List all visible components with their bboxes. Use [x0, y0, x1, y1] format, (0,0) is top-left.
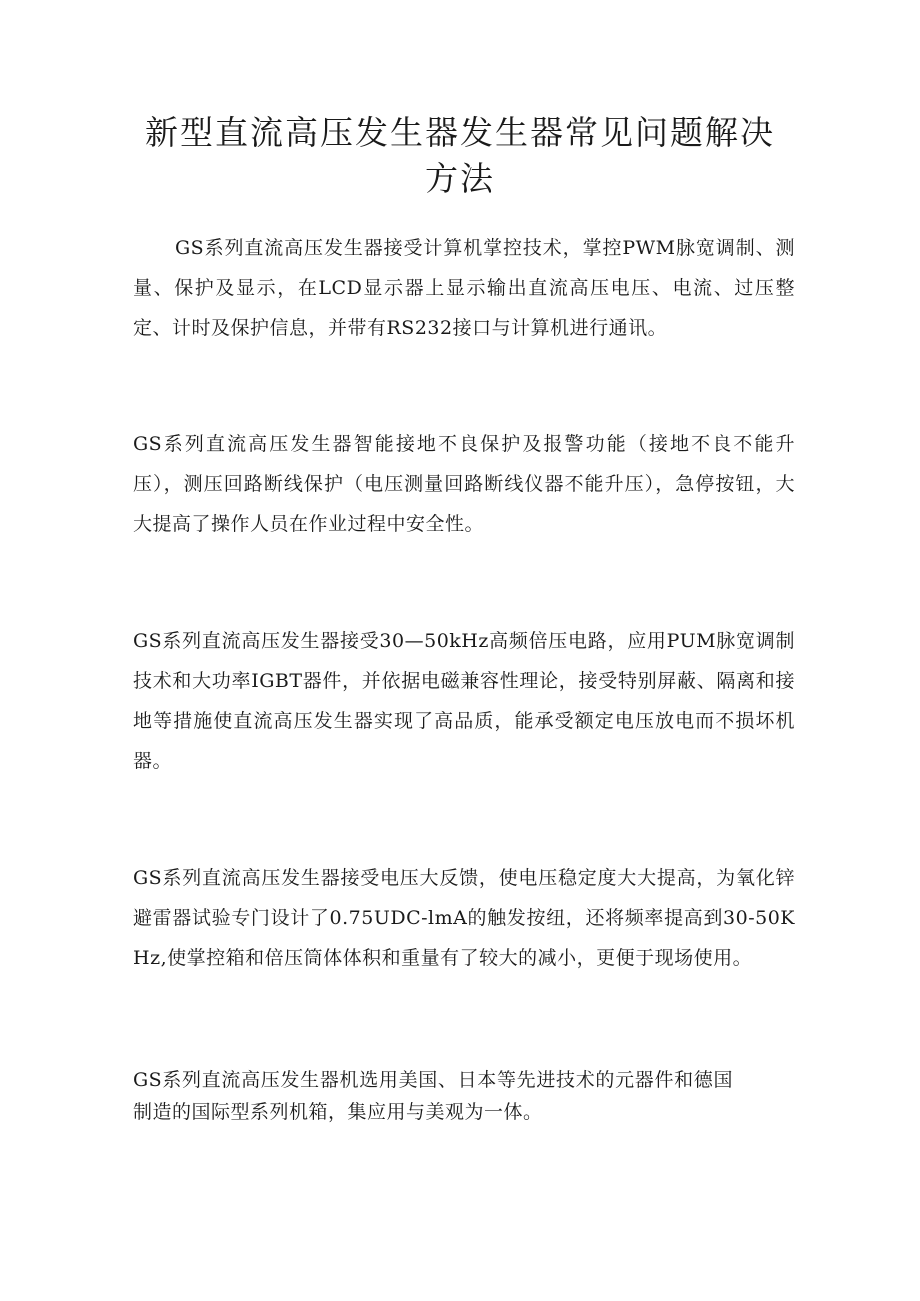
- paragraph-components-chassis: GS系列直流高压发生器机选用美国、日本等先进技术的元器件和德国制造的国际型系列机箱，集应用与美观为一体。: [133, 1069, 733, 1123]
- page-title: 新型直流高压发生器发生器常见问题解决方法: [145, 113, 775, 198]
- paragraph-control-technology: GS系列直流高压发生器接受计算机掌控技术，掌控PWM脉宽调制、测量、保护及显示，在LCD显示器上显示输出直流高压电压、电流、过压整定、计时及保护信息，并带有RS232接口与计算机进行通讯。: [133, 237, 795, 339]
- paragraph-high-frequency-circuit: GS系列直流高压发生器接受30—50kHz高频倍压电路，应用PUM脉宽调制技术和大功率IGBT器件，并依据电磁兼容性理论，接受特别屏蔽、隔离和接地等措施使直流高压发生器实现了高品质，能承受额定电压放电而不损坏机器。: [133, 630, 795, 772]
- paragraph-safety-protection: GS系列直流高压发生器智能接地不良保护及报警功能（接地不良不能升压），测压回路断线保护（电压测量回路断线仪器不能升压），急停按钮，大大提高了操作人员在作业过程中安全性。: [133, 433, 795, 535]
- paragraph-voltage-feedback: GS系列直流高压发生器接受电压大反馈，使电压稳定度大大提高，为氧化锌避雷器试验专门设计了0.75UDC-lmA的触发按纽，还将频率提高到30-50KHz,使掌控箱和倍压筒体体积和重量有了较大的减小，更便于现场使用。: [133, 867, 795, 969]
